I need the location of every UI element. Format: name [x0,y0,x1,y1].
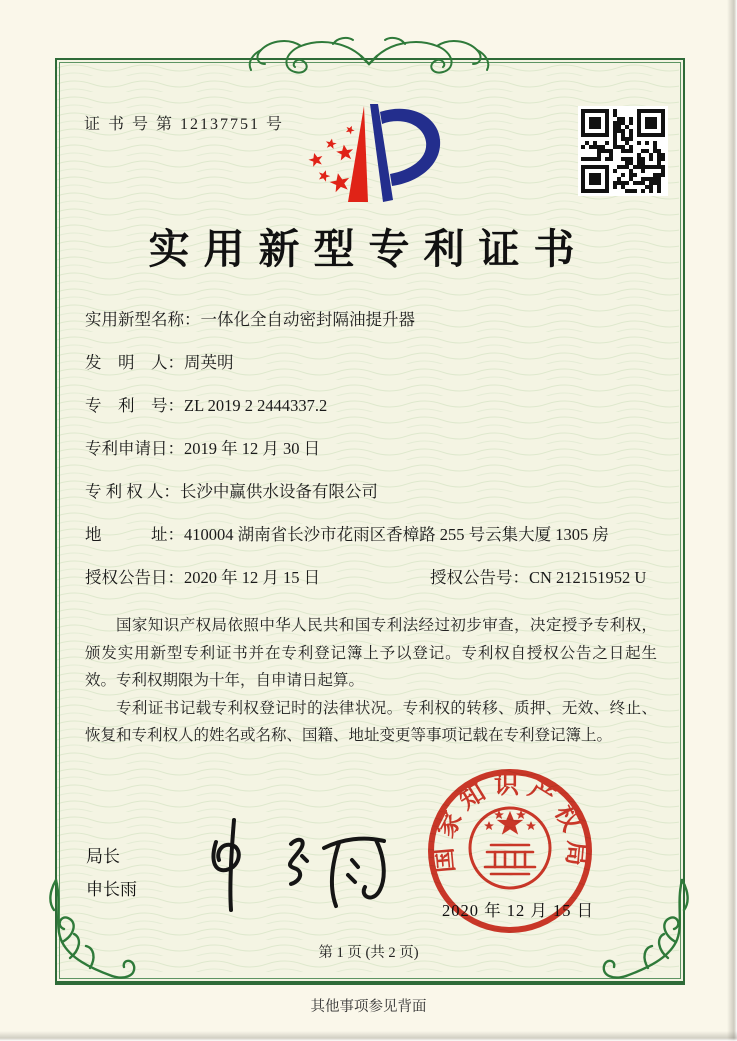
field-value: CN 212151952 U [529,568,647,587]
legal-paragraph-1: 国家知识产权局依照中华人民共和国专利法经过初步审查，决定授予专利权，颁发实用新型专利证书并在专利登记簿上予以登记。专利权自授权公告之日起生效。专利权期限为十年，自申请日起算。 [85,617,657,690]
field-value: ZL 2019 2 2444337.2 [184,396,328,415]
seal-national-emblem [470,808,550,888]
field-filing-date [85,435,655,478]
field-list [85,306,655,607]
field-value: 410004 湖南省长沙市花雨区香樟路 255 号云集大厦 1305 房 [184,525,609,544]
back-side-note: 其他事项参见背面 [310,999,427,1015]
commissioner-name: 申长雨 [86,880,137,899]
field-label: 授权公告号： [430,568,529,587]
commissioner-title: 局长 [86,847,120,866]
field-patent-number [85,392,655,435]
certificate-number: 证 书 号 第 12137751 号 [84,116,285,133]
qr-code [578,106,668,196]
field-address [85,521,655,564]
field-value: 一体化全自动密封隔油提升器 [200,310,415,329]
scan-edge-shadow-bottom [0,1031,737,1041]
legal-text [85,612,657,750]
field-label: 专 利 号： [85,396,184,415]
field-label: 专 利 权 人： [85,482,180,501]
field-grant-number [430,564,646,588]
seal-text: 国家知识产权局 [429,771,591,874]
legal-paragraph-2: 专利证书记载专利权登记时的法律状况。专利权的转移、质押、无效、终止、恢复和专利权人的姓名或名称、国籍、地址变更等事项记载在专利登记簿上。 [85,699,657,745]
field-label: 授权公告日： [85,568,184,587]
field-label: 发 明 人： [85,353,184,372]
field-utility-model-name [85,306,655,349]
commissioner-block [86,840,137,906]
logo-blue-p [370,104,440,202]
field-patentee [85,478,655,521]
page-number: 第 1 页 (共 2 页) [318,945,419,961]
field-grant-date [85,564,655,607]
logo-red-spike [348,106,368,202]
field-label: 地 址： [85,525,184,544]
field-value: 周英明 [184,353,234,372]
seal-date: 2020 年 12 月 15 日 [442,901,595,920]
certificate-title: 实用新型专利证书 [148,226,589,272]
field-label: 实用新型名称： [85,310,201,329]
scan-edge-shadow-right [727,0,737,1041]
cnipa-logo [288,98,452,208]
logo-stars [307,124,356,193]
field-label: 专利申请日： [85,439,184,458]
field-value: 2020 年 12 月 15 日 [184,568,321,587]
field-value: 长沙中赢供水设备有限公司 [179,482,378,501]
field-value: 2019 年 12 月 30 日 [184,439,321,458]
field-inventor [85,349,655,392]
commissioner-signature [196,812,401,916]
